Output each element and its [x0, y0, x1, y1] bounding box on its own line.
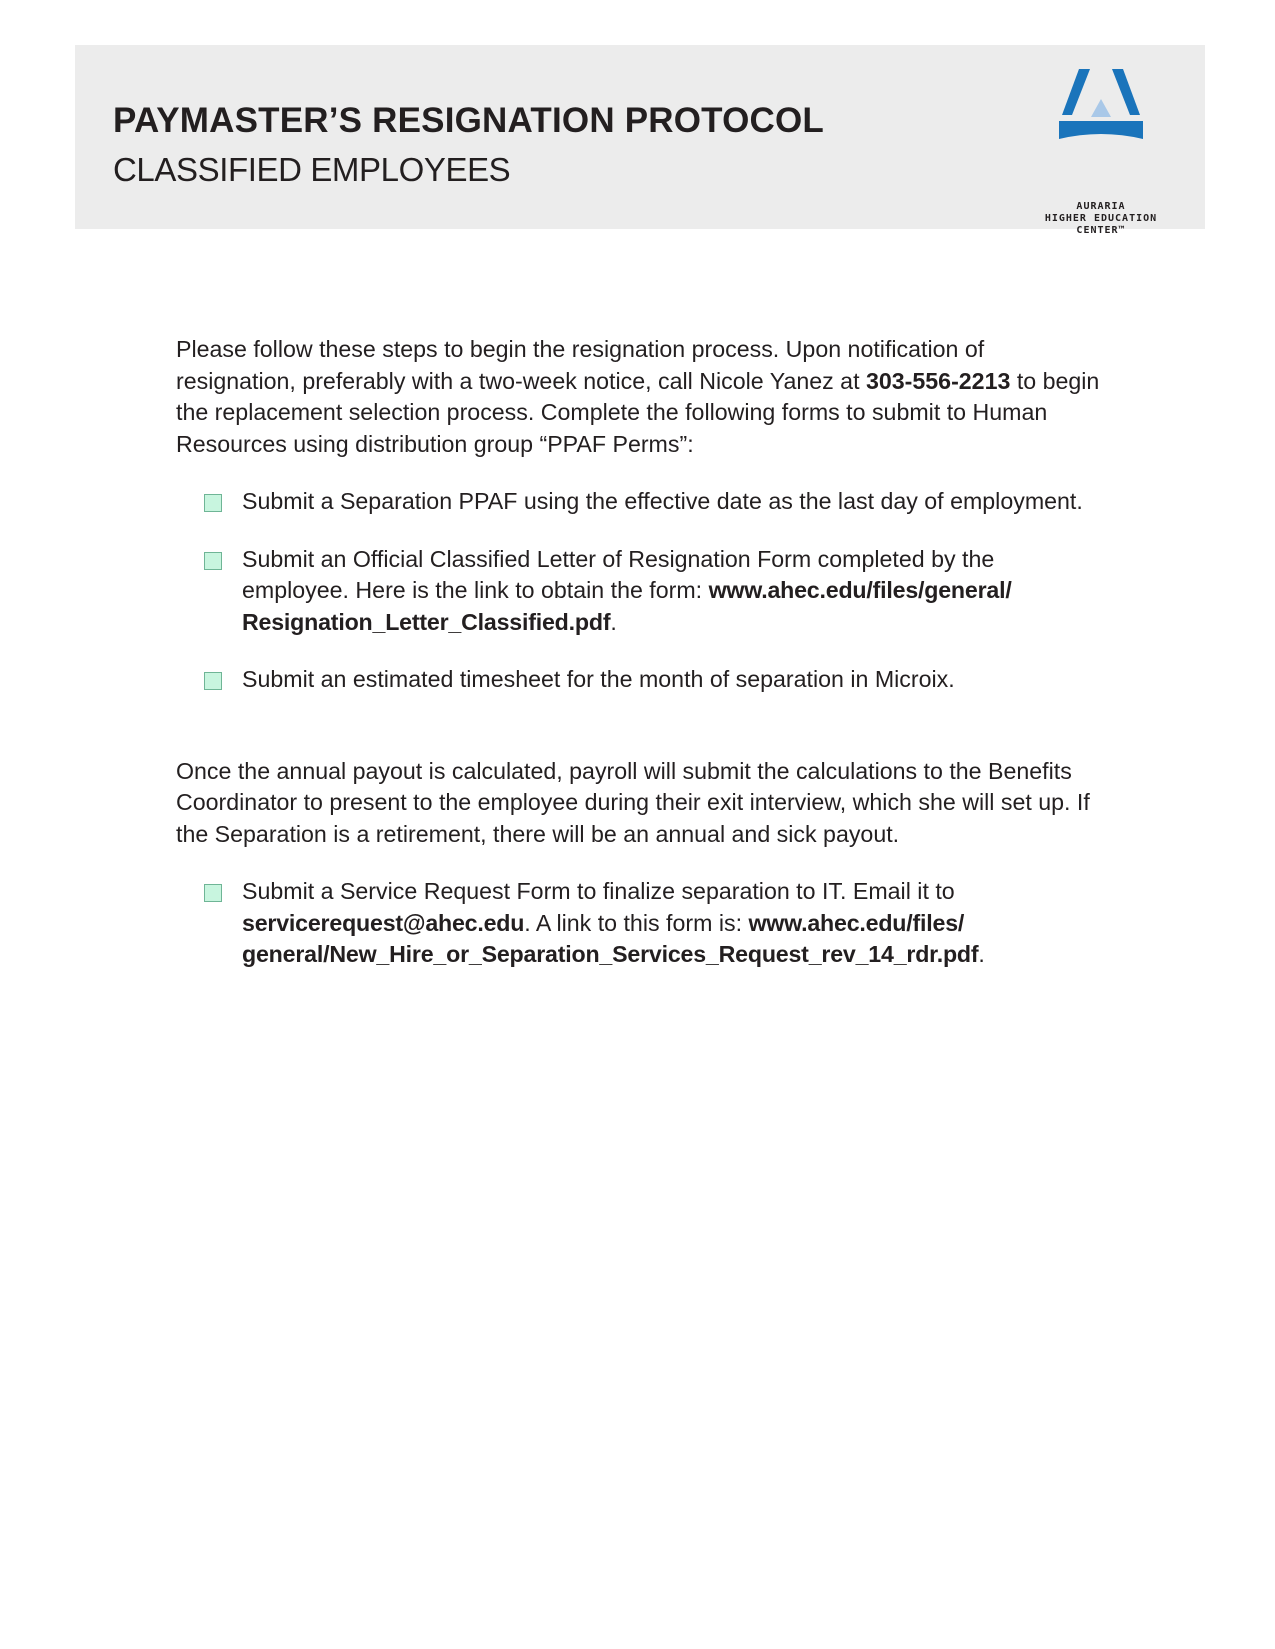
logo-wordmark — [1031, 201, 1171, 237]
intro-paragraph — [176, 334, 1106, 460]
auraria-logo — [1031, 69, 1171, 236]
logo-line-2: HIGHER EDUCATION — [1044, 213, 1158, 224]
checklist-it — [176, 876, 1106, 971]
checkbox[interactable] — [204, 494, 222, 512]
logo-line-1: AURARIA — [1076, 201, 1126, 212]
checklist-forms — [176, 486, 1106, 696]
service-request-email-link[interactable]: servicerequest@ahec.edu — [242, 909, 525, 936]
checklist-item-end: . — [978, 941, 985, 967]
checklist-item-end: . — [610, 608, 617, 635]
checkbox[interactable] — [204, 552, 222, 570]
checklist-item-text: Submit a Separation PPAF using the effective date as the last day of employment. — [242, 488, 1083, 514]
checklist-item-text: Submit an Official Classified Letter of Resignation Form completed by the employee. Here is the link to obtain the form: — [242, 545, 995, 603]
checkbox[interactable] — [204, 884, 222, 902]
checklist-item — [176, 544, 1106, 639]
intro-text-cont: to begin the replacement selection process. Complete the following forms to submit to Human Resources using distribution group “PPAF Perms”: — [176, 367, 1100, 457]
checkbox[interactable] — [204, 672, 222, 690]
phone-number: 303-556-2213 — [865, 367, 1011, 394]
logo-line-3: CENTER™ — [1076, 225, 1126, 236]
page-subtitle: CLASSIFIED EMPLOYEES — [113, 151, 511, 188]
service-request-form-link[interactable]: www.ahec.edu/files/ general/New_Hire_or_Separation_Services_Request_rev_14_rdr.pdf — [242, 909, 979, 967]
document-body — [176, 334, 1106, 971]
checklist-item — [176, 486, 1106, 518]
intro-text: Please follow these steps to begin the resignation process. Upon notification of resignation, preferably with a two-week notice, call Nicole Yanez at — [176, 336, 985, 394]
checklist-item-text-mid: . A link to this form is: — [524, 909, 749, 936]
page-header — [75, 45, 1205, 236]
checklist-item — [176, 664, 1106, 696]
auraria-triangle-logo-icon — [1053, 69, 1149, 197]
resignation-form-link[interactable]: www.ahec.edu/files/general/ Resignation_Letter_Classified.pdf — [242, 577, 1012, 635]
page-title: PAYMASTER’S RESIGNATION PROTOCOL — [113, 101, 825, 140]
checklist-item — [176, 876, 1106, 971]
checklist-item-text: Submit an estimated timesheet for the month of separation in Microix. — [242, 666, 955, 692]
payout-paragraph: Once the annual payout is calculated, payroll will submit the calculations to the Benefits Coordinator to present to the employee during their exit interview, which she will set up. If the Separation is a retirement, there will be an annual and sick payout. — [176, 757, 1090, 847]
checklist-item-text: Submit a Service Request Form to finalize separation to IT. Email it to — [242, 878, 955, 904]
